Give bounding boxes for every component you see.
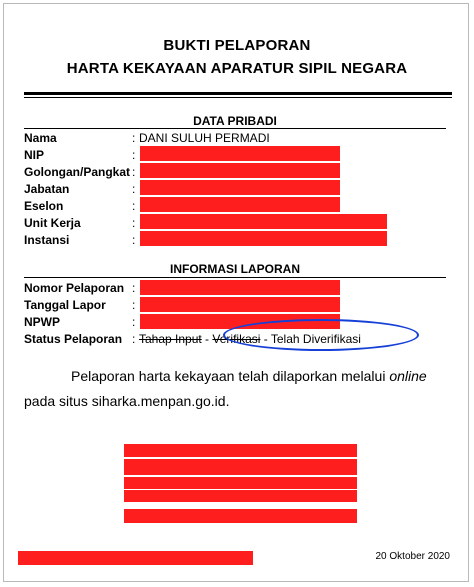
- field-label: Nomor Pelaporan: [24, 281, 125, 295]
- statement-online-emphasis: online: [389, 368, 427, 384]
- field-colon: :: [132, 315, 136, 329]
- document-title-line1: BUKTI PELAPORAN: [163, 37, 311, 54]
- field-label: Instansi: [24, 233, 70, 247]
- statement-text: Pelaporan harta kekayaan telah dilaporkan melalui: [71, 368, 390, 384]
- field-label: Unit Kerja: [24, 216, 81, 230]
- status-separator: -: [201, 332, 213, 346]
- redaction-block-4: [124, 490, 357, 502]
- footer-date: 20 Oktober 2020: [375, 551, 450, 562]
- redaction-block-5: [124, 509, 357, 523]
- field-label: Tanggal Lapor: [24, 298, 106, 312]
- field-colon: :: [132, 281, 136, 295]
- field-colon: :: [132, 131, 136, 145]
- redaction-golongan: [140, 163, 340, 178]
- redaction-jabatan: [140, 180, 340, 195]
- field-colon: :: [132, 216, 136, 230]
- header-divider-thin: [24, 97, 452, 98]
- field-label: Status Pelaporan: [24, 332, 123, 346]
- status-step-tahap-input: Tahap Input: [139, 332, 202, 346]
- highlight-oval-annotation: [223, 319, 419, 351]
- redaction-unit-kerja: [140, 214, 387, 229]
- redaction-nomor-pelaporan: [140, 280, 340, 295]
- redaction-eselon: [140, 197, 340, 212]
- field-label: Nama: [24, 131, 57, 145]
- field-colon: :: [132, 298, 136, 312]
- statement-line2: pada situs siharka.menpan.go.id.: [24, 393, 230, 409]
- field-colon: :: [132, 148, 136, 162]
- document-title-line2: HARTA KEKAYAAN APARATUR SIPIL NEGARA: [66, 60, 408, 77]
- section-divider: [24, 277, 446, 278]
- field-label: Jabatan: [24, 182, 70, 196]
- field-colon: :: [132, 233, 136, 247]
- redaction-footer: [18, 551, 253, 565]
- field-value-nama: DANI SULUH PERMADI: [139, 131, 270, 145]
- status-separator: -: [260, 332, 271, 346]
- section-divider: [24, 128, 446, 129]
- field-colon: :: [132, 182, 136, 196]
- field-label: NIP: [24, 148, 45, 162]
- redaction-tanggal-lapor: [140, 297, 340, 312]
- field-colon: :: [132, 332, 136, 346]
- redaction-nip: [140, 146, 340, 161]
- section-heading-informasi-laporan: INFORMASI LAPORAN: [170, 262, 300, 276]
- redaction-instansi: [140, 231, 387, 246]
- field-label: Golongan/Pangkat: [24, 165, 131, 179]
- field-colon: :: [132, 165, 136, 179]
- field-label: NPWP: [24, 315, 60, 329]
- section-heading-data-pribadi: DATA PRIBADI: [193, 114, 277, 128]
- status-step-telah-diverifikasi: Telah Diverifikasi: [270, 332, 361, 346]
- field-label: Eselon: [24, 199, 64, 213]
- redaction-block-1: [124, 444, 357, 457]
- status-step-verifikasi: Verifikasi: [212, 332, 261, 346]
- statement-line1: [71, 367, 427, 385]
- redaction-block-3: [124, 477, 357, 489]
- field-colon: :: [132, 199, 136, 213]
- header-divider-thick: [24, 92, 452, 95]
- redaction-block-2: [124, 459, 357, 475]
